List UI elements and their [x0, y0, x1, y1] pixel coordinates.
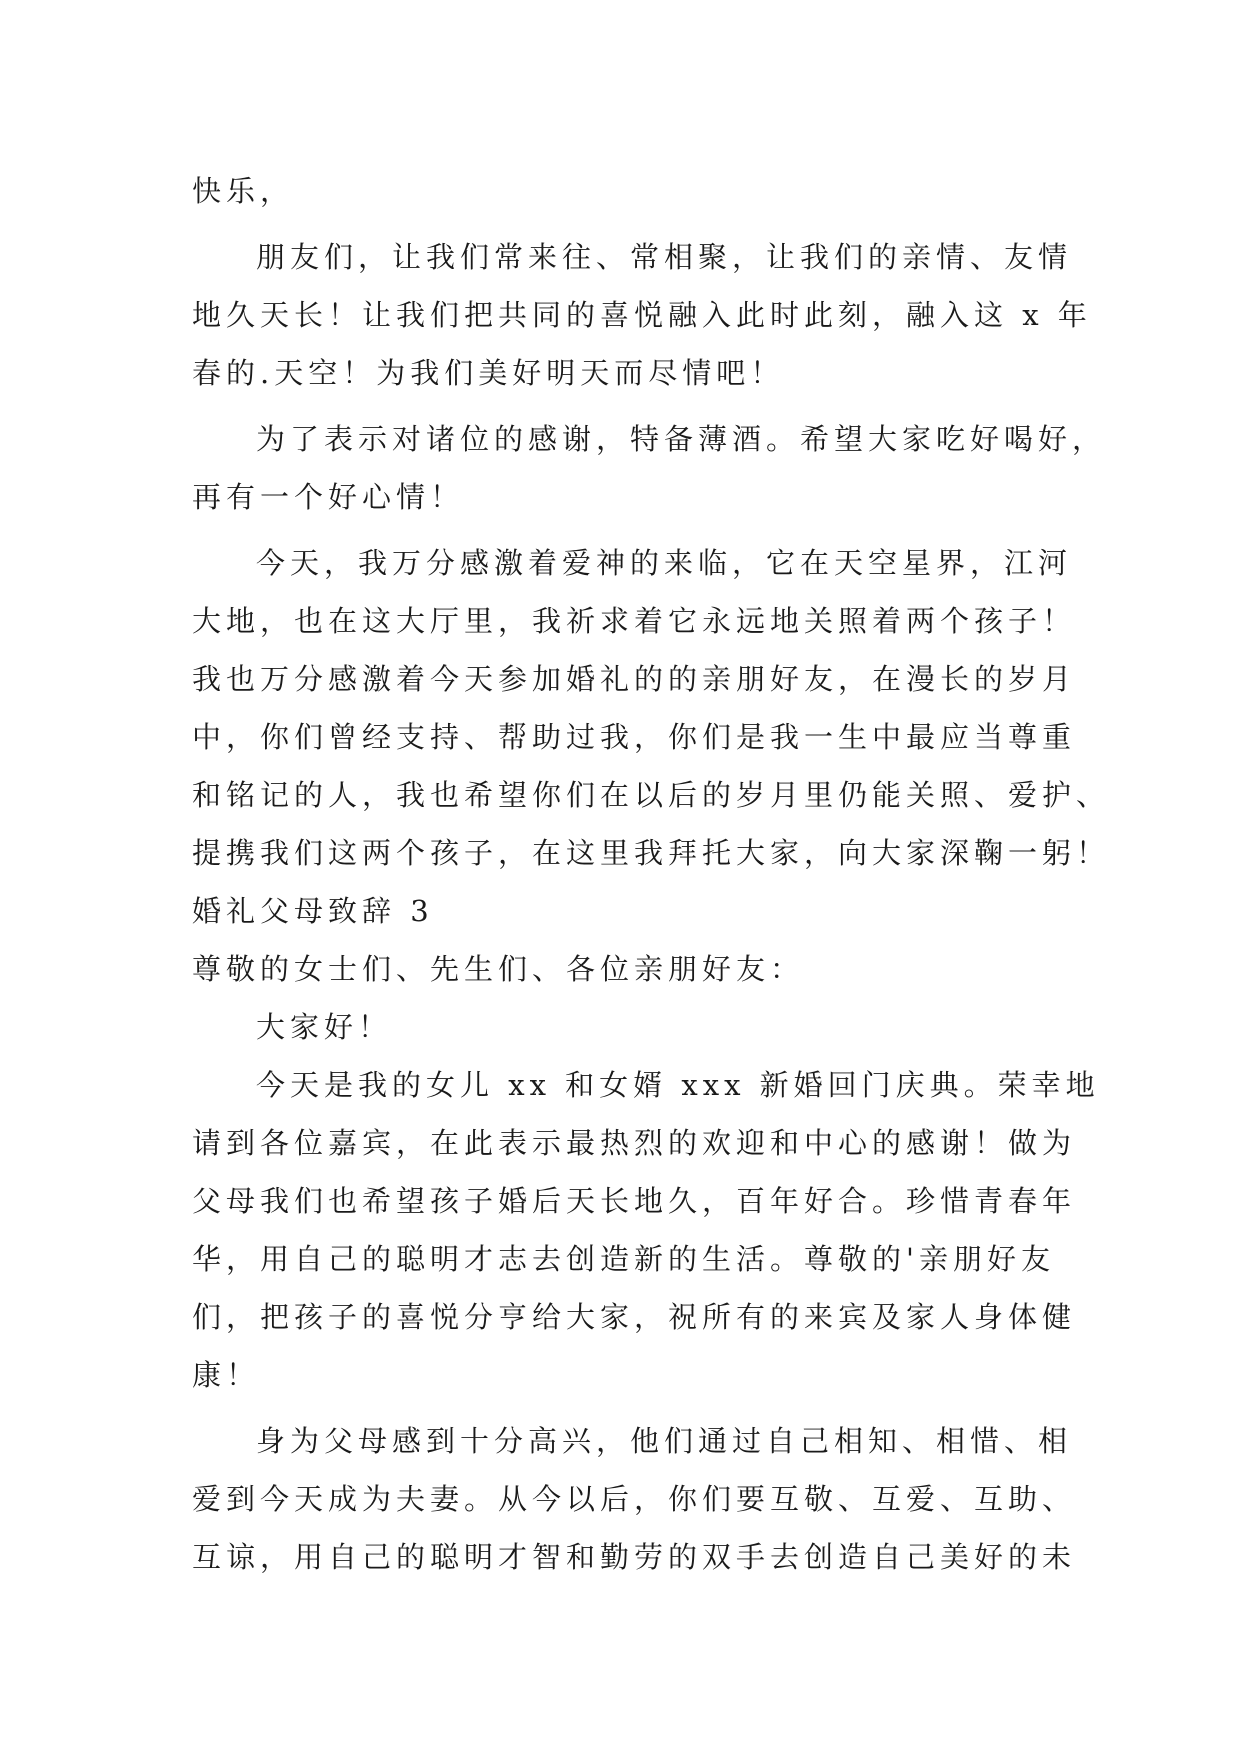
paragraph-start-line: 今天是我的女儿 xx 和女婿 xxx 新婚回门庆典。荣幸地 [256, 1068, 1100, 1102]
text-line: 大地，也在这大厅里，我祈求着它永远地关照着两个孩子！ [192, 604, 1077, 638]
salutation: 尊敬的女士们、先生们、各位亲朋好友： [192, 952, 805, 986]
text-line: 康！ [192, 1358, 261, 1392]
text-line: 再有一个好心情！ [192, 480, 465, 514]
paragraph-start-line: 朋友们，让我们常来往、常相聚，让我们的亲情、友情 [256, 240, 1073, 274]
text-line: 中，你们曾经支持、帮助过我，你们是我一生中最应当尊重 [192, 720, 1077, 754]
text-line: 快乐， [192, 174, 295, 208]
text-line: 我也万分感激着今天参加婚礼的的亲朋好友，在漫长的岁月 [192, 662, 1077, 696]
text-line: 地久天长！让我们把共同的喜悦融入此时此刻，融入这 x 年 [192, 298, 1092, 332]
text-line: 请到各位嘉宾，在此表示最热烈的欢迎和中心的感谢！做为 [192, 1126, 1077, 1160]
text-line: 和铭记的人，我也希望你们在以后的岁月里仍能关照、爱护、 [192, 778, 1111, 812]
document-body [192, 162, 1111, 1586]
text-line: 们，把孩子的喜悦分亨给大家，祝所有的来宾及家人身体健 [192, 1300, 1077, 1334]
paragraph-start-line: 为了表示对诸位的感谢，特备薄酒。希望大家吃好喝好， [256, 422, 1107, 456]
text-line: 华，用自己的聪明才志去创造新的生活。尊敬的'亲朋好友 [192, 1242, 1055, 1276]
text-line: 提携我们这两个孩子，在这里我拜托大家，向大家深鞠一躬！ [192, 836, 1111, 870]
text-line: 春的.天空！为我们美好明天而尽情吧！ [192, 356, 785, 390]
paragraph-start-line: 身为父母感到十分高兴，他们通过自己相知、相惜、相 [256, 1424, 1073, 1458]
text-line: 互谅，用自己的聪明才智和勤劳的双手去创造自己美好的未 [192, 1540, 1077, 1574]
text-line: 父母我们也希望孩子婚后天长地久，百年好合。珍惜青春年 [192, 1184, 1077, 1218]
section-heading: 婚礼父母致辞 3 [192, 894, 434, 928]
greeting: 大家好！ [256, 1010, 393, 1044]
paragraph-start-line: 今天，我万分感激着爱神的来临，它在天空星界，江河 [256, 546, 1073, 580]
text-line: 爱到今天成为夫妻。从今以后，你们要互敬、互爱、互助、 [192, 1482, 1077, 1516]
